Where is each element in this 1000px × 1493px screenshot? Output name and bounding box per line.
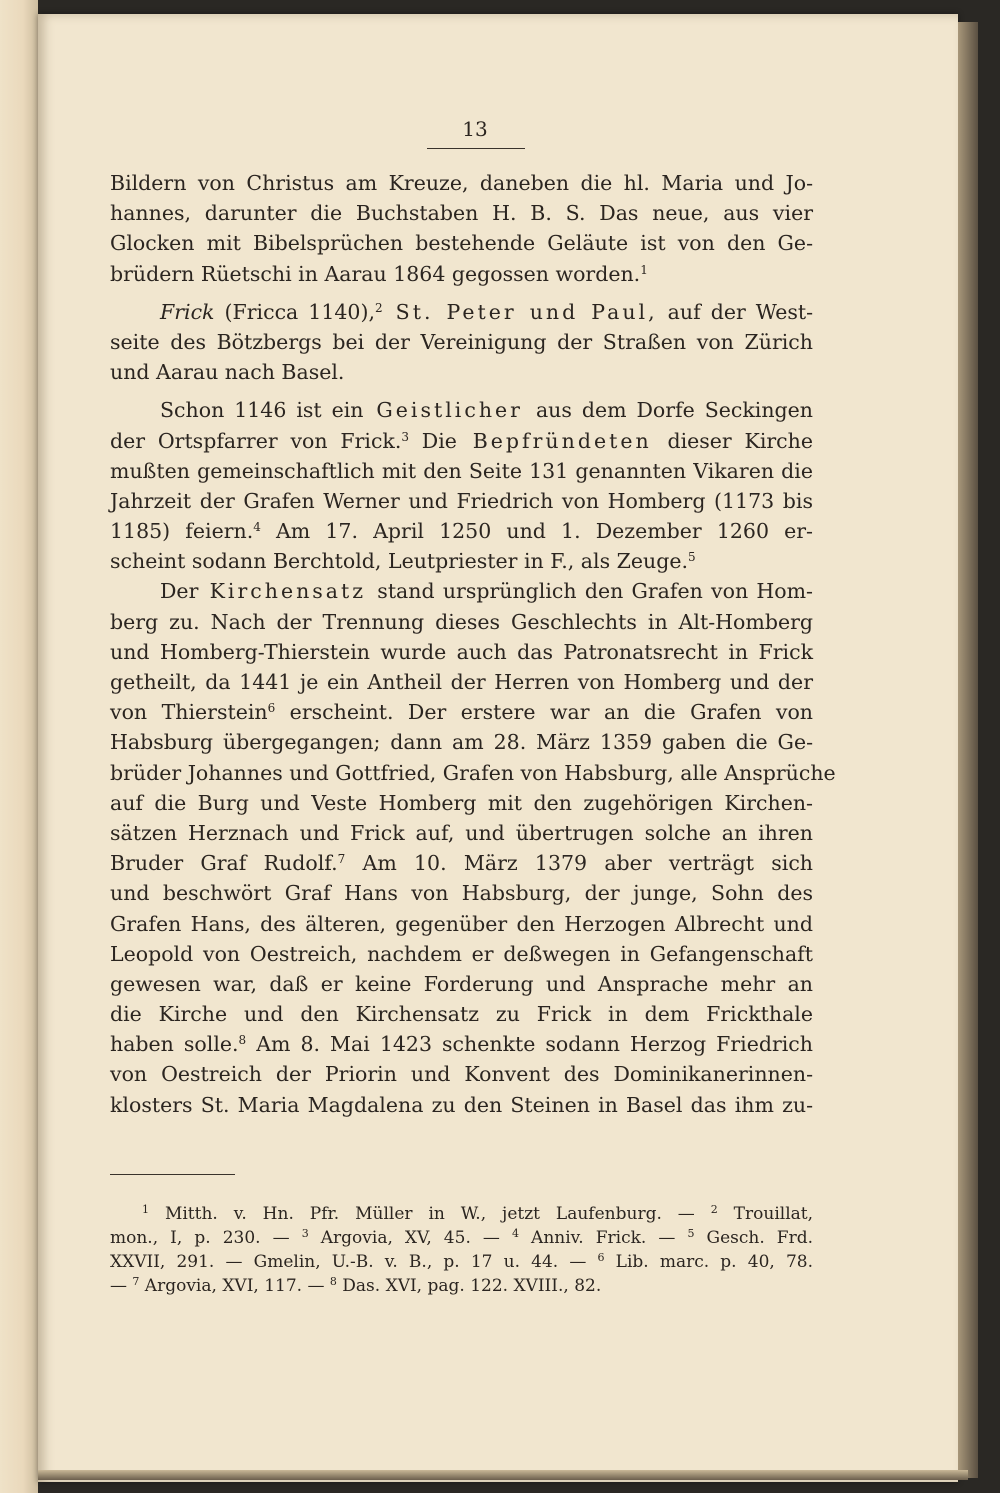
text-line: und Aarau nach Basel. (110, 360, 345, 385)
text-line: Bildern von Christus am Kreuze, daneben die hl. Maria und Jo- (110, 171, 813, 195)
text-line: scheint sodann Berchtold, Leutpriester in F., als Zeuge.$^5$ (110, 549, 696, 574)
text-line: die Kirche und den Kirchensatz zu Frick in dem Frickthale (110, 1002, 813, 1027)
text-line: brüder Johannes und Gottfried, Grafen von Habsburg, alle Ansprüche (110, 760, 836, 785)
footnote-ref: 2 (375, 300, 383, 315)
text-line: von Thierstein$^6$ erscheint. Der erstere war an die Grafen von (110, 700, 813, 725)
page-number: 13 (462, 117, 488, 141)
footnote-line: mon., I, p. 230. — $^3$ Argovia, XV, 45. — $^4$ Anniv. Frick. — $^5$ Gesch. Frd. (110, 1227, 814, 1248)
footnote-ref: 6 (267, 701, 276, 716)
footnote-ref: 7 (337, 852, 346, 867)
footnote-line: $^1$ Mitth. v. Hn. Pfr. Müller in W., jetzt Laufenburg. — $^2$ Trouillat, (142, 1203, 814, 1224)
previous-page-edge (0, 0, 38, 1493)
text-line: Jahrzeit der Grafen Werner und Friedrich von Homberg (1173 bis (110, 488, 813, 513)
footnote-rule (110, 1174, 235, 1175)
text-line: 1185) feiern.$^4$ Am 17. April 1250 und 1. Dezember 1260 er- (110, 519, 813, 544)
text-line: Schon 1146 ist ein Geistlicher aus dem Dorfe Seckingen (160, 398, 814, 423)
footnotes (110, 1202, 813, 1298)
body-text (110, 168, 836, 1120)
text-line: berg zu. Nach der Trennung dieses Geschlechts in Alt-Homberg (110, 609, 813, 634)
text-line: Frick (Fricca 1140),$^2$ St. Peter und Paul, auf der West- (160, 299, 814, 324)
text-line: Der Kirchensatz stand ursprünglich den Grafen von Hom- (160, 579, 813, 604)
page-number-rule (427, 148, 525, 149)
text-line: Habsburg übergegangen; dann am 28. März 1359 gaben die Ge- (110, 730, 813, 755)
footnote-ref: 3 (401, 429, 410, 444)
text-line: Glocken mit Bibelsprüchen bestehende Geläute ist von den Ge- (110, 231, 813, 256)
text-line: haben solle.$^8$ Am 8. Mai 1423 schenkte sodann Herzog Friedrich (110, 1032, 813, 1057)
text-line: sätzen Herznach und Frick auf, und übertrugen solche an ihren (110, 820, 813, 845)
text-line: seite des Bötzbergs bei der Vereinigung der Straßen von Zürich (110, 329, 813, 354)
text-line: und beschwört Graf Hans von Habsburg, der junge, Sohn des (110, 881, 813, 906)
text-line: von Oestreich der Priorin und Konvent des Dominikanerinnen- (110, 1062, 813, 1087)
footnote-line: XXVII, 291. — Gmelin, U.-B. v. B., p. 17 u. 44. — $^6$ Lib. marc. p. 40, 78. (110, 1251, 813, 1272)
text-line: der Ortspfarrer von Frick.$^3$ Die Bepfründeten dieser Kirche (110, 428, 813, 453)
text-line: auf die Burg und Veste Homberg mit den zugehörigen Kirchen- (110, 790, 813, 815)
text-line: getheilt, da 1441 je ein Antheil der Herren von Homberg und der (110, 670, 813, 694)
text-line: mußten gemeinschaftlich mit den Seite 131 genannten Vikaren die (110, 458, 813, 483)
footnote-ref: 4 (253, 520, 261, 535)
page-edge-bottom (38, 1470, 968, 1480)
place-name-frick: Frick (160, 299, 215, 324)
page-edge-right (958, 22, 978, 1478)
text-line: brüdern Rüetschi in Aarau 1864 gegossen worden.$^1$ (110, 261, 648, 286)
footnote-line: — $^7$ Argovia, XVI, 117. — $^8$ Das. XVI, pag. 122. XVIII., 82. (110, 1275, 602, 1296)
text-line: Bruder Graf Rudolf.$^7$ Am 10. März 1379 aber verträgt sich (110, 851, 813, 876)
text-line: Grafen Hans, des älteren, gegenüber den Herzogen Albrecht und (110, 911, 813, 936)
footnote-ref: 5 (687, 550, 696, 565)
footnote-ref: 8 (238, 1033, 247, 1048)
text-line: Leopold von Oestreich, nachdem er deßwegen in Gefangenschaft (110, 941, 813, 966)
text-line: und Homberg-Thierstein wurde auch das Patronatsrecht in Frick (110, 639, 813, 664)
footnote-ref: 1 (640, 262, 648, 277)
text-line: klosters St. Maria Magdalena zu den Steinen in Basel das ihm zu- (110, 1092, 813, 1117)
text-line: hannes, darunter die Buchstaben H. B. S. Das neue, aus vier (110, 201, 813, 226)
text-line: gewesen war, daß er keine Forderung und Ansprache mehr an (110, 971, 813, 996)
